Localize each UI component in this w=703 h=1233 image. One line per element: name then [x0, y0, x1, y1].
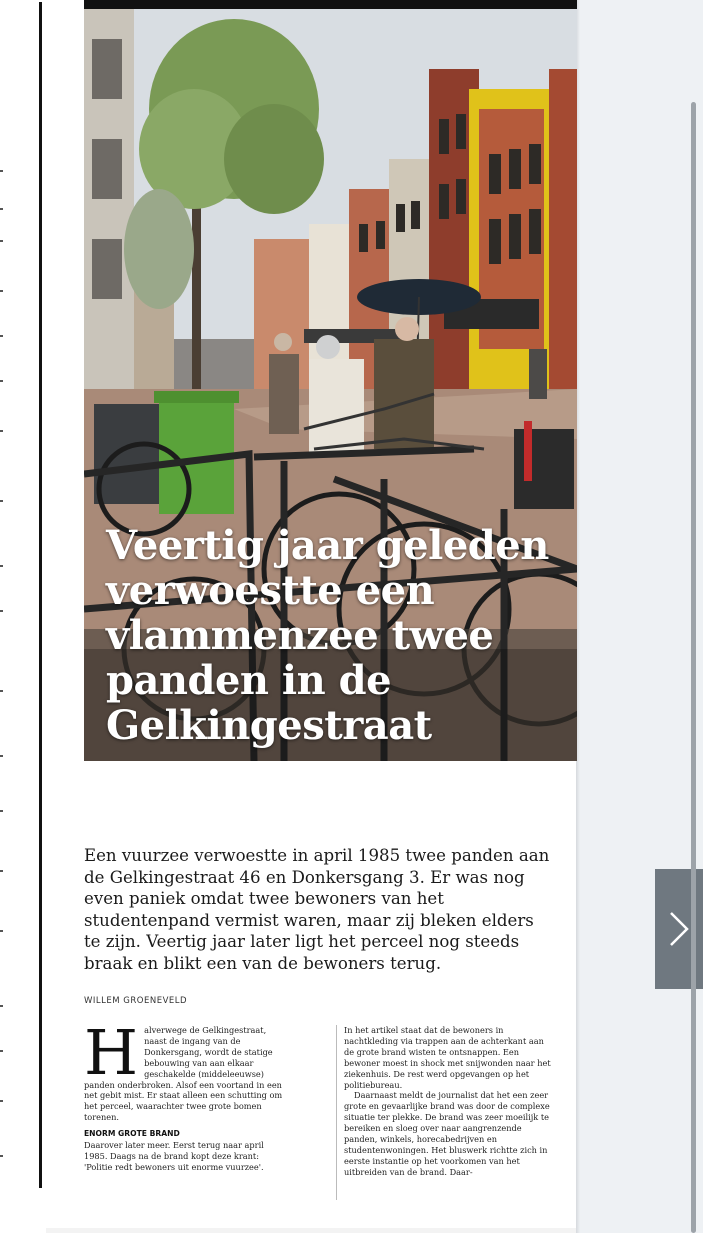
column-1-paragraph-1: alverwege de Gelkingestraat, naast de ingang van de Donkersgang, wordt de statige bebouwing van aan elkaar geschakelde (middeleeuwse) panden onderbroken. Alsof een voortand in een net gebit mist. Er staat alleen een schutting om het perceel, waarachter twee grote bomen torenen.	[84, 1025, 283, 1123]
drop-cap: H	[84, 1016, 139, 1089]
article-column-2	[344, 1025, 554, 1178]
previous-page-text-fragments	[0, 170, 4, 1170]
column-2-paragraph-2: Daarnaast meldt de journalist dat het een zeer grote en gevaarlijke brand was door de complexe situatie ter plekke. De brand was zeer moeilijk te bereiken en sloeg over naar aangrenzende panden, winkels, horecabedrijven en studentenwoningen. Het bluswerk richtte zich in eerste instantie op het voorkomen van het uitbreiden van de brand. Daar-	[344, 1090, 550, 1177]
column-rule	[39, 2, 42, 1188]
article-byline: WILLEM GROENEVELD	[84, 996, 188, 1006]
article-headline: Veertig jaar geleden verwoestte een vlammenzee twee panden in de Gelkingestraat	[106, 522, 549, 749]
vertical-scrollbar[interactable]	[691, 102, 696, 1233]
article-lead: Een vuurzee verwoestte in april 1985 twee panden aan de Gelkingestraat 46 en Donkersgang 3. Er was nog even paniek omdat twee bewoners van het studentenpand vermist waren, maar zij bleken elders te zijn. Veertig jaar later ligt het perceel nog steeds braak en blikt een van de bewoners terug.	[84, 846, 550, 973]
chevron-right-icon	[667, 909, 691, 949]
article-column-1	[84, 1016, 284, 1173]
column-divider	[336, 1025, 337, 1200]
page-top-bar	[84, 0, 577, 9]
column-2-paragraph-1: In het artikel staat dat de bewoners in nachtkleding via trappen aan de achterkant aan de grote brand wisten te ontsnappen. Een bewoner moest in shock met snijwonden naar het ziekenhuis. De rest werd opgevangen op het politiebureau.	[344, 1025, 551, 1090]
previous-page-edge	[0, 0, 46, 1233]
column-1-paragraph-2: Daarover later meer. Eerst terug naar april 1985. Daags na de brand kopt deze krant: 'Politie redt bewoners uit enorme vuurzee'.	[84, 1140, 264, 1172]
page-bottom-edge	[46, 1228, 576, 1233]
section-subheading: ENORM GROTE BRAND	[84, 1129, 180, 1139]
